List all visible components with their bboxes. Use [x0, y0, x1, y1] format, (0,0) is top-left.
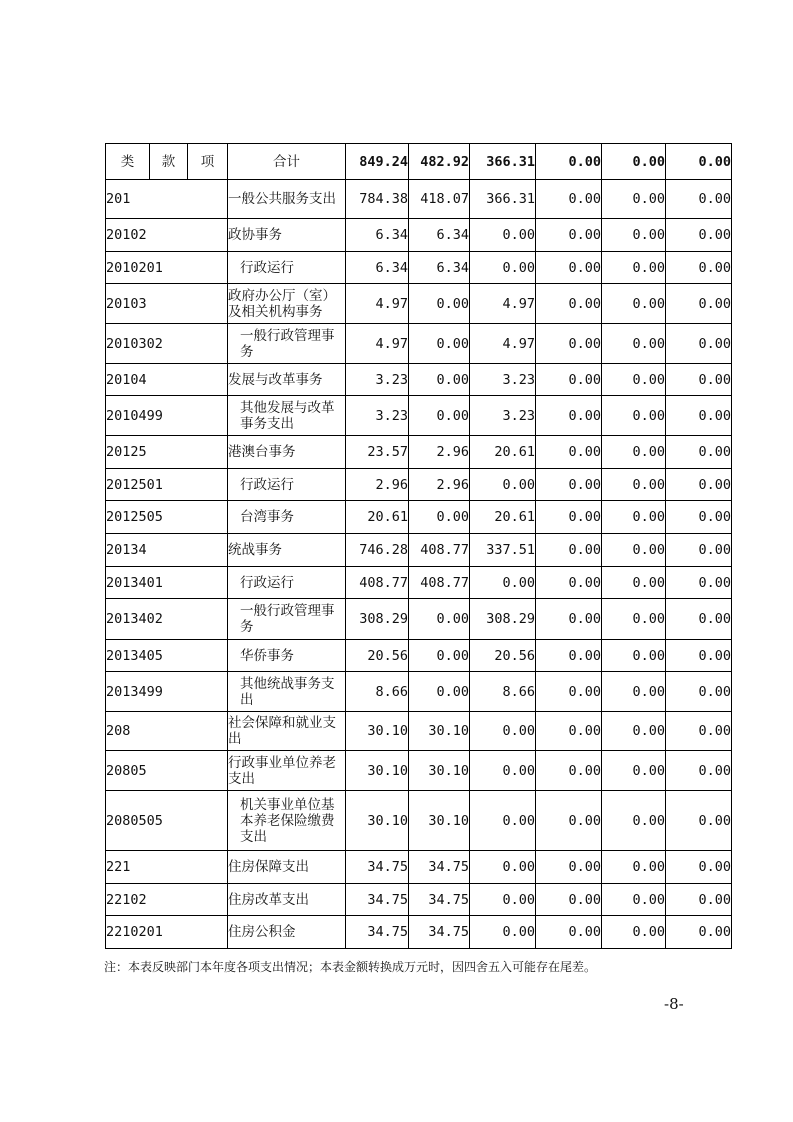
- subject-code: 2010302: [106, 324, 228, 364]
- amount-cell: 4.97: [346, 284, 409, 324]
- subject-name: 一般行政管理事务: [228, 324, 346, 364]
- subject-code: 2010499: [106, 396, 228, 436]
- subject-name: 社会保障和就业支出: [228, 712, 346, 751]
- amount-cell: 0.00: [666, 916, 732, 949]
- amount-cell: 6.34: [409, 219, 470, 252]
- amount-cell: 0.00: [666, 851, 732, 884]
- subject-code: 2010201: [106, 252, 228, 284]
- amount-cell: 20.61: [470, 501, 536, 534]
- amount-cell: 0.00: [666, 396, 732, 436]
- table-row: [106, 469, 732, 501]
- amount-cell: 8.66: [470, 672, 536, 712]
- subject-code: 2013499: [106, 672, 228, 712]
- amount-cell: 30.10: [346, 712, 409, 751]
- amount-cell: 6.34: [409, 252, 470, 284]
- header-total-label: 合计: [228, 144, 346, 180]
- amount-cell: 0.00: [470, 567, 536, 599]
- subject-code: 20805: [106, 751, 228, 791]
- amount-cell: 3.23: [346, 396, 409, 436]
- subject-code: 2210201: [106, 916, 228, 949]
- amount-cell: 34.75: [346, 884, 409, 916]
- subject-code: 20104: [106, 364, 228, 396]
- amount-cell: 0.00: [536, 672, 602, 712]
- amount-cell: 0.00: [602, 324, 666, 364]
- subject-name: 发展与改革事务: [228, 364, 346, 396]
- amount-cell: 34.75: [409, 916, 470, 949]
- table-row: [106, 180, 732, 219]
- table-row: [106, 791, 732, 851]
- table-row: [106, 884, 732, 916]
- amount-cell: 2.96: [409, 436, 470, 469]
- subject-code: 20102: [106, 219, 228, 252]
- amount-cell: 0.00: [666, 567, 732, 599]
- amount-cell: 0.00: [470, 916, 536, 949]
- amount-cell: 34.75: [409, 884, 470, 916]
- amount-cell: 0.00: [666, 284, 732, 324]
- amount-cell: 0.00: [602, 252, 666, 284]
- amount-cell: 0.00: [666, 436, 732, 469]
- amount-cell: 0.00: [536, 252, 602, 284]
- amount-cell: 0.00: [470, 791, 536, 851]
- amount-cell: 418.07: [409, 180, 470, 219]
- subject-code: 208: [106, 712, 228, 751]
- amount-cell: 0.00: [470, 884, 536, 916]
- amount-cell: 30.10: [346, 751, 409, 791]
- amount-cell: 0.00: [536, 534, 602, 567]
- table-row: [106, 599, 732, 640]
- subject-code: 201: [106, 180, 228, 219]
- amount-cell: 0.00: [536, 791, 602, 851]
- amount-cell: 0.00: [602, 364, 666, 396]
- amount-cell: 0.00: [536, 284, 602, 324]
- amount-cell: 0.00: [536, 884, 602, 916]
- amount-cell: 0.00: [602, 916, 666, 949]
- amount-cell: 0.00: [666, 324, 732, 364]
- table-row: [106, 252, 732, 284]
- table-row: [106, 284, 732, 324]
- amount-cell: 0.00: [602, 469, 666, 501]
- subject-name: 住房公积金: [228, 916, 346, 949]
- amount-cell: 308.29: [346, 599, 409, 640]
- subject-name: 港澳台事务: [228, 436, 346, 469]
- amount-cell: 0.00: [536, 324, 602, 364]
- table-row: [106, 567, 732, 599]
- amount-cell: 0.00: [536, 180, 602, 219]
- subject-code: 2080505: [106, 791, 228, 851]
- amount-cell: 0.00: [409, 501, 470, 534]
- subject-name: 住房保障支出: [228, 851, 346, 884]
- subject-code: 2013402: [106, 599, 228, 640]
- table-row: [106, 501, 732, 534]
- amount-cell: 0.00: [409, 672, 470, 712]
- amount-cell: 20.61: [470, 436, 536, 469]
- subject-name: 统战事务: [228, 534, 346, 567]
- amount-cell: 0.00: [666, 672, 732, 712]
- amount-cell: 0.00: [536, 712, 602, 751]
- table-row: [106, 751, 732, 791]
- amount-cell: 0.00: [666, 180, 732, 219]
- amount-cell: 4.97: [470, 284, 536, 324]
- amount-cell: 0.00: [536, 396, 602, 436]
- subject-name: 行政事业单位养老支出: [228, 751, 346, 791]
- amount-cell: 0.00: [602, 180, 666, 219]
- table-row: [106, 219, 732, 252]
- amount-cell: 0.00: [602, 284, 666, 324]
- header-total-value: 0.00: [536, 144, 602, 180]
- subject-name: 华侨事务: [228, 640, 346, 672]
- subject-name: 住房改革支出: [228, 884, 346, 916]
- subject-code: 2013405: [106, 640, 228, 672]
- amount-cell: 0.00: [536, 916, 602, 949]
- subject-name: 其他发展与改革事务支出: [228, 396, 346, 436]
- amount-cell: 0.00: [602, 436, 666, 469]
- amount-cell: 0.00: [602, 791, 666, 851]
- amount-cell: 0.00: [666, 501, 732, 534]
- amount-cell: 0.00: [536, 751, 602, 791]
- amount-cell: 308.29: [470, 599, 536, 640]
- amount-cell: 4.97: [346, 324, 409, 364]
- subject-name: 台湾事务: [228, 501, 346, 534]
- amount-cell: 3.23: [346, 364, 409, 396]
- amount-cell: 0.00: [602, 599, 666, 640]
- amount-cell: 0.00: [409, 640, 470, 672]
- amount-cell: 8.66: [346, 672, 409, 712]
- table-row: [106, 672, 732, 712]
- amount-cell: 34.75: [409, 851, 470, 884]
- amount-cell: 0.00: [536, 436, 602, 469]
- amount-cell: 0.00: [602, 534, 666, 567]
- amount-cell: 0.00: [470, 219, 536, 252]
- table-row: [106, 364, 732, 396]
- table-row: [106, 712, 732, 751]
- table-note: 注：本表反映部门本年度各项支出情况；本表金额转换成万元时，因四舍五入可能存在尾差。: [104, 960, 597, 974]
- subject-name: 其他统战事务支出: [228, 672, 346, 712]
- amount-cell: 0.00: [536, 501, 602, 534]
- table-row: [106, 324, 732, 364]
- amount-cell: 0.00: [470, 851, 536, 884]
- amount-cell: 6.34: [346, 219, 409, 252]
- amount-cell: 30.10: [346, 791, 409, 851]
- amount-cell: 0.00: [666, 219, 732, 252]
- amount-cell: 0.00: [666, 534, 732, 567]
- subject-code: 2012505: [106, 501, 228, 534]
- page-number: -8-: [664, 995, 684, 1013]
- amount-cell: 0.00: [409, 364, 470, 396]
- table-header-row: [106, 144, 732, 180]
- amount-cell: 0.00: [536, 469, 602, 501]
- header-total-value: 0.00: [666, 144, 732, 180]
- amount-cell: 0.00: [470, 469, 536, 501]
- table-row: [106, 396, 732, 436]
- amount-cell: 0.00: [536, 599, 602, 640]
- amount-cell: 2.96: [346, 469, 409, 501]
- amount-cell: 0.00: [536, 219, 602, 252]
- amount-cell: 0.00: [536, 640, 602, 672]
- subject-name: 行政运行: [228, 252, 346, 284]
- header-xiang: 项: [188, 144, 228, 180]
- subject-code: 20134: [106, 534, 228, 567]
- amount-cell: 0.00: [666, 640, 732, 672]
- amount-cell: 20.56: [346, 640, 409, 672]
- amount-cell: 0.00: [602, 712, 666, 751]
- table-row: [106, 851, 732, 884]
- header-total-value: 0.00: [602, 144, 666, 180]
- expenditure-table: [105, 143, 732, 949]
- subject-code: 2013401: [106, 567, 228, 599]
- amount-cell: 0.00: [666, 884, 732, 916]
- amount-cell: 2.96: [409, 469, 470, 501]
- amount-cell: 0.00: [470, 751, 536, 791]
- amount-cell: 23.57: [346, 436, 409, 469]
- amount-cell: 6.34: [346, 252, 409, 284]
- amount-cell: 3.23: [470, 396, 536, 436]
- amount-cell: 0.00: [666, 791, 732, 851]
- amount-cell: 0.00: [536, 567, 602, 599]
- amount-cell: 746.28: [346, 534, 409, 567]
- amount-cell: 0.00: [602, 396, 666, 436]
- amount-cell: 0.00: [602, 567, 666, 599]
- amount-cell: 0.00: [536, 364, 602, 396]
- amount-cell: 0.00: [409, 284, 470, 324]
- amount-cell: 34.75: [346, 851, 409, 884]
- amount-cell: 0.00: [602, 884, 666, 916]
- amount-cell: 20.61: [346, 501, 409, 534]
- amount-cell: 366.31: [470, 180, 536, 219]
- header-total-value: 849.24: [346, 144, 409, 180]
- table-row: [106, 436, 732, 469]
- header-total-value: 366.31: [470, 144, 536, 180]
- amount-cell: 0.00: [666, 252, 732, 284]
- amount-cell: 784.38: [346, 180, 409, 219]
- amount-cell: 20.56: [470, 640, 536, 672]
- amount-cell: 0.00: [602, 640, 666, 672]
- amount-cell: 0.00: [666, 599, 732, 640]
- subject-code: 20125: [106, 436, 228, 469]
- amount-cell: 0.00: [602, 219, 666, 252]
- amount-cell: 0.00: [470, 712, 536, 751]
- subject-name: 一般行政管理事务: [228, 599, 346, 640]
- subject-name: 机关事业单位基本养老保险缴费支出: [228, 791, 346, 851]
- amount-cell: 34.75: [346, 916, 409, 949]
- amount-cell: 0.00: [470, 252, 536, 284]
- amount-cell: 408.77: [409, 567, 470, 599]
- amount-cell: 4.97: [470, 324, 536, 364]
- amount-cell: 337.51: [470, 534, 536, 567]
- header-lei: 类: [106, 144, 150, 180]
- amount-cell: 30.10: [409, 712, 470, 751]
- subject-code: 22102: [106, 884, 228, 916]
- amount-cell: 30.10: [409, 791, 470, 851]
- amount-cell: 0.00: [666, 469, 732, 501]
- subject-code: 2012501: [106, 469, 228, 501]
- table-row: [106, 534, 732, 567]
- amount-cell: 30.10: [409, 751, 470, 791]
- table-row: [106, 916, 732, 949]
- subject-name: 政府办公厅（室）及相关机构事务: [228, 284, 346, 324]
- amount-cell: 408.77: [409, 534, 470, 567]
- amount-cell: 0.00: [666, 751, 732, 791]
- amount-cell: 0.00: [666, 364, 732, 396]
- amount-cell: 0.00: [409, 599, 470, 640]
- subject-name: 政协事务: [228, 219, 346, 252]
- amount-cell: 0.00: [409, 396, 470, 436]
- table-row: [106, 640, 732, 672]
- subject-code: 20103: [106, 284, 228, 324]
- subject-name: 行政运行: [228, 567, 346, 599]
- subject-name: 一般公共服务支出: [228, 180, 346, 219]
- amount-cell: 408.77: [346, 567, 409, 599]
- header-kuan: 款: [150, 144, 188, 180]
- subject-name: 行政运行: [228, 469, 346, 501]
- amount-cell: 0.00: [536, 851, 602, 884]
- amount-cell: 0.00: [602, 751, 666, 791]
- amount-cell: 3.23: [470, 364, 536, 396]
- subject-code: 221: [106, 851, 228, 884]
- amount-cell: 0.00: [602, 501, 666, 534]
- amount-cell: 0.00: [409, 324, 470, 364]
- amount-cell: 0.00: [666, 712, 732, 751]
- amount-cell: 0.00: [602, 672, 666, 712]
- amount-cell: 0.00: [602, 851, 666, 884]
- header-total-value: 482.92: [409, 144, 470, 180]
